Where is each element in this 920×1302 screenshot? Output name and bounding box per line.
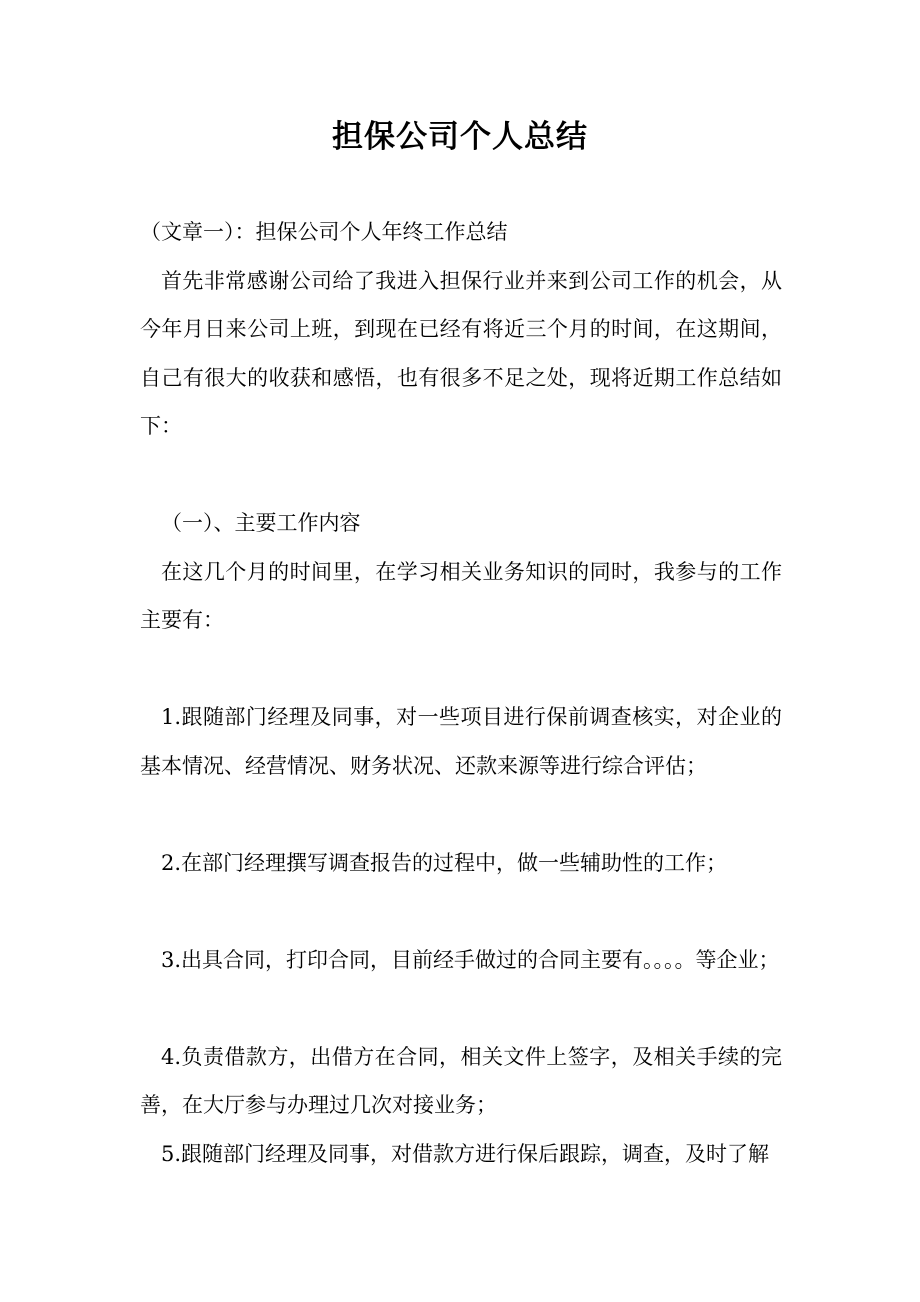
document-body bbox=[140, 208, 782, 1178]
blank-line bbox=[140, 887, 782, 936]
section-heading: （一）、主要工作内容 bbox=[161, 511, 361, 535]
article-subtitle: （文章一）：担保公司个人年终工作总结 bbox=[140, 220, 508, 244]
blank-line bbox=[140, 451, 782, 500]
document-title: 担保公司个人总结 bbox=[332, 119, 588, 155]
blank-line bbox=[140, 984, 782, 1033]
list-item: 4.负责借款方，出借方在合同，相关文件上签字，及相关手续的完善，在大厅参与办理过几次对接业务； bbox=[140, 1044, 782, 1117]
list-item: 5.跟随部门经理及同事，对借款方进行保后跟踪，调查，及时了解 bbox=[161, 1141, 770, 1166]
blank-line bbox=[140, 645, 782, 694]
list-item: 2.在部门经理撰写调查报告的过程中，做一些辅助性的工作； bbox=[161, 850, 728, 875]
section-intro-paragraph: 在这几个月的时间里，在学习相关业务知识的同时，我参与的工作主要有： bbox=[140, 559, 782, 632]
list-item: 3.出具合同，打印合同，目前经手做过的合同主要有。。。。等企业； bbox=[161, 947, 780, 972]
intro-paragraph: 首先非常感谢公司给了我进入担保行业并来到公司工作的机会，从今年月日来公司上班，到现在已经有将近三个月的时间，在这期间，自己有很大的收获和感悟，也有很多不足之处，现将近期工作总结如下： bbox=[140, 268, 782, 438]
list-item: 1.跟随部门经理及同事，对一些项目进行保前调查核实，对企业的基本情况、经营情况、财务状况、还款来源等进行综合评估； bbox=[140, 705, 782, 778]
blank-line bbox=[140, 790, 782, 839]
